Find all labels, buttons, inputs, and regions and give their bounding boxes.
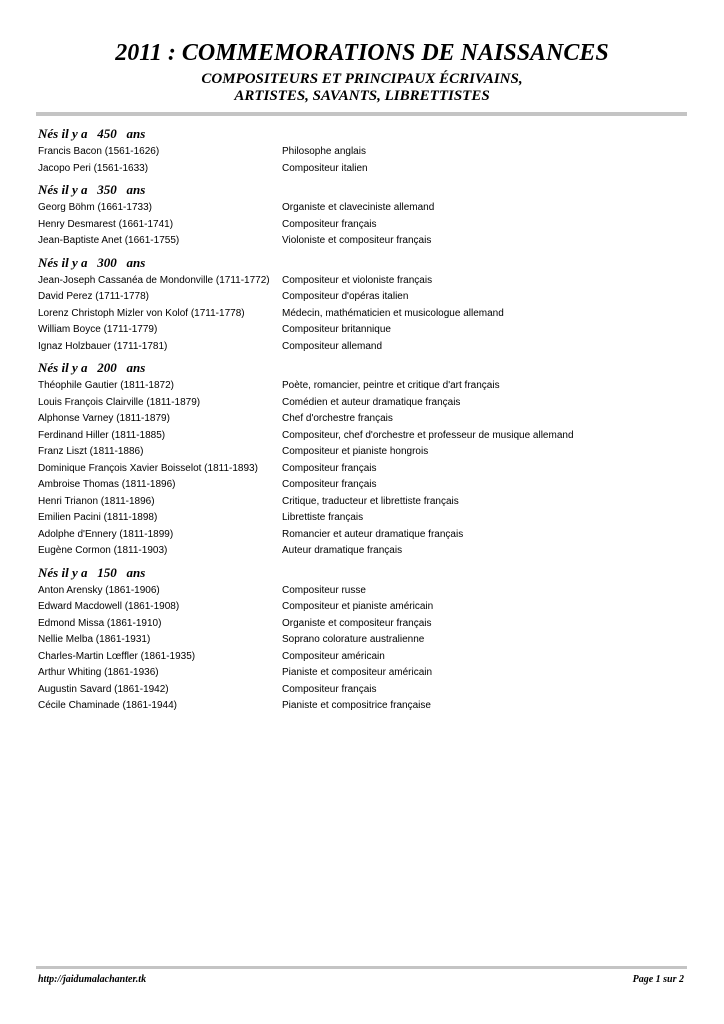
list-item [38,395,688,412]
person-description: Pianiste et compositeur américain [282,667,433,678]
list-item [38,161,688,178]
person-description: Compositeur français [282,479,377,490]
list-item [38,289,688,306]
list-item [38,233,688,250]
header-divider [36,112,687,116]
person-name: Nellie Melba (1861-1931) [38,634,151,645]
list-item [38,339,688,356]
page-subtitle-line-2: ARTISTES, SAVANTS, LIBRETTISTES [234,88,490,104]
person-description: Compositeur américain [282,650,385,662]
list-item [38,273,688,290]
person-name: Ignaz Holzbauer (1711-1781) [38,340,168,352]
person-description: Organiste et claveciniste allemand [282,202,435,213]
person-description: Organiste et compositeur français [282,617,432,629]
list-item [38,682,688,699]
list-item [38,217,688,234]
person-name: Henri Trianon (1811-1896) [38,495,155,507]
list-item [38,527,688,544]
footer-divider [36,966,687,969]
person-name: Arthur Whiting (1861-1936) [38,667,159,678]
list-item [38,543,688,560]
section-heading: Nés il y a 200 ans [38,360,146,375]
person-description: Philosophe anglais [282,146,366,157]
person-name: Cécile Chaminade (1861-1944) [38,700,177,711]
person-name: Edmond Missa (1861-1910) [38,617,162,629]
person-name: Jacopo Peri (1561-1633) [38,162,149,174]
list-item [38,200,688,217]
person-name: Théophile Gautier (1811-1872) [38,380,175,391]
person-description: Compositeur et pianiste hongrois [282,446,429,457]
person-description: Librettiste français [282,512,364,523]
person-name: Edward Macdowell (1861-1908) [38,601,180,612]
person-description: Chef d'orchestre français [282,413,393,424]
person-name: Louis François Clairville (1811-1879) [38,396,201,408]
person-name: Georg Böhm (1661-1733) [38,202,152,213]
list-item [38,583,688,600]
list-item [38,306,688,323]
person-name: Francis Bacon (1561-1626) [38,146,160,157]
person-name: Emilien Pacini (1811-1898) [38,512,158,523]
person-name: Franz Liszt (1811-1886) [38,446,144,457]
person-name: Dominique François Xavier Boisselot (1811-1893) [38,462,258,474]
person-name: Eugène Cormon (1811-1903) [38,545,168,556]
section-heading: Nés il y a 350 ans [38,182,146,197]
person-description: Compositeur français [282,218,377,230]
person-description: Auteur dramatique français [282,545,403,556]
person-description: Romancier et auteur dramatique français [282,528,464,540]
person-description: Compositeur français [282,462,377,474]
person-name: Anton Arensky (1861-1906) [38,584,160,596]
list-item [38,411,688,428]
person-description: Poète, romancier, peintre et critique d'art français [282,380,500,391]
person-description: Compositeur d'opéras italien [282,291,409,302]
list-item [38,698,688,715]
person-description: Médecin, mathématicien et musicologue allemand [282,307,504,319]
section-heading: Nés il y a 150 ans [38,564,146,580]
person-name: Jean-Joseph Cassanéa de Mondonville (1711-1772) [38,274,270,286]
person-description: Compositeur britannique [282,324,391,335]
list-item [38,665,688,682]
list-item [38,428,688,445]
list-item [38,322,688,339]
page-title: 2011 : COMMEMORATIONS DE NAISSANCES [115,40,609,66]
person-description: Soprano colorature australienne [282,634,425,645]
page-subtitle-line-1: COMPOSITEURS ET PRINCIPAUX ÉCRIVAINS, [201,71,523,87]
commemorations-list [38,121,688,715]
person-description: Compositeur, chef d'orchestre et professeur de musique allemand [282,429,574,441]
person-description: Compositeur français [282,683,377,695]
person-name: Adolphe d'Ennery (1811-1899) [38,528,174,540]
list-item [38,616,688,633]
list-item [38,144,688,161]
person-description: Compositeur allemand [282,340,383,352]
person-name: Alphonse Varney (1811-1879) [38,413,170,424]
person-description: Compositeur russe [282,584,366,596]
section-heading: Nés il y a 450 ans [38,126,146,141]
list-item [38,632,688,649]
person-description: Critique, traducteur et librettiste français [282,495,459,507]
section-heading: Nés il y a 300 ans [38,254,146,270]
footer-url: http://jaidumalachanter.tk [38,974,147,985]
person-name: William Boyce (1711-1779) [38,324,158,335]
list-item [38,378,688,395]
person-description: Compositeur et pianiste américain [282,601,434,612]
list-item [38,461,688,478]
person-name: Lorenz Christoph Mizler von Kolof (1711-1778) [38,307,245,319]
list-item [38,510,688,527]
person-name: Henry Desmarest (1661-1741) [38,218,174,230]
person-name: Jean-Baptiste Anet (1661-1755) [38,235,180,246]
list-item [38,599,688,616]
person-name: David Perez (1711-1778) [38,291,149,302]
person-name: Ferdinand Hiller (1811-1885) [38,429,166,441]
list-item [38,649,688,666]
person-name: Ambroise Thomas (1811-1896) [38,479,176,490]
person-description: Compositeur et violoniste français [282,274,433,286]
page-number: Page 1 sur 2 [632,974,684,985]
person-description: Comédien et auteur dramatique français [282,396,461,408]
list-item [38,494,688,511]
person-description: Compositeur italien [282,162,368,174]
person-description: Pianiste et compositrice française [282,700,431,711]
person-name: Augustin Savard (1861-1942) [38,683,169,695]
person-description: Violoniste et compositeur français [282,235,432,246]
list-item [38,444,688,461]
list-item [38,477,688,494]
person-name: Charles-Martin Lœffler (1861-1935) [38,650,196,662]
